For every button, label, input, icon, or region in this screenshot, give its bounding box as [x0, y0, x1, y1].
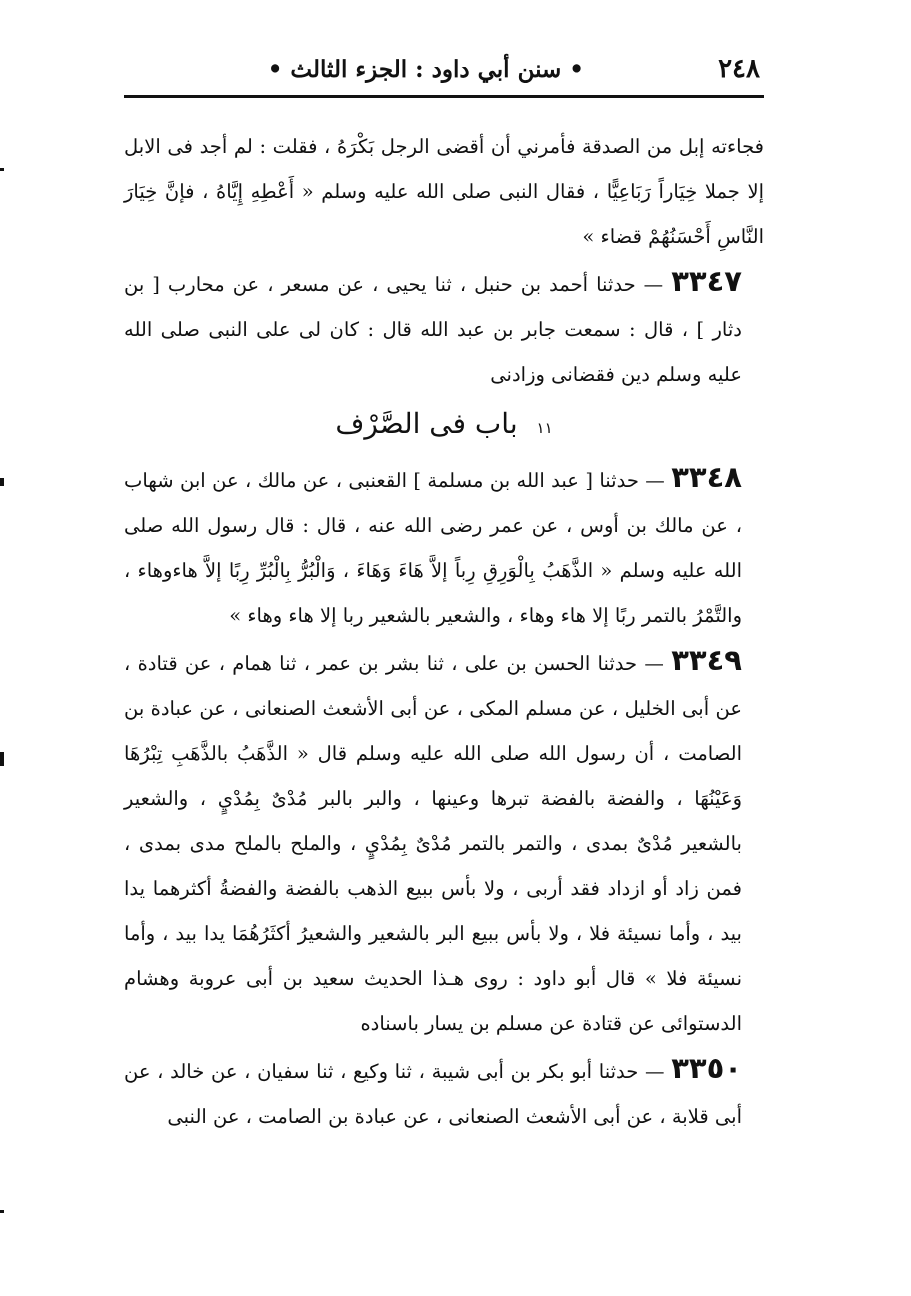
scan-edge-mark [0, 168, 4, 171]
hadith-3349 [124, 638, 764, 1046]
scan-edge-mark [0, 1210, 4, 1213]
hadith-3347 [124, 259, 764, 397]
hadith-text: — حدثنا أبو بكر بن أبى شيبة ، ثنا وكيع ، ثنا سفيان ، عن خالد ، عن أبى قلابة ، عن أبى الأشعث الصنعانى ، عن عبادة بن الصامت ، عن النبى [124, 1060, 742, 1128]
scan-edge-mark [0, 752, 4, 766]
hadith-number: ٣٣٥٠ [671, 1051, 742, 1085]
continuation-paragraph: فجاءته إبل من الصدقة فأمرني أن أقضى الرجل بَكْرَهُ ، فقلت : لم أجد فى الابل إلا جملا خِيَاراً رَبَاعِيًّا ، فقال النبى صلى الله عليه وسلم « أَعْطِهِ إِيَّاهُ ، فإنَّ خِيَارَ النَّاسِ أَحْسَنُهُمْ قضاء » [124, 135, 764, 248]
hadith-number: ٣٣٤٩ [671, 643, 742, 677]
scan-edge-mark [0, 478, 4, 486]
hadith-number: ٣٣٤٧ [671, 264, 742, 298]
running-header [124, 52, 764, 96]
page-body [124, 124, 764, 1139]
hadith-text: — حدثنا [ عبد الله بن مسلمة ] القعنبى ، عن مالك ، عن ابن شهاب ، عن مالك بن أوس ، عن عمر رضى الله عنه ، قال : قال رسول الله صلى الله عليه وسلم « الذَّهَبُ بِالْوَرِقِ رِباً إلاَّ هَاءَ وَهَاءَ ، وَالْبُرُّ بِالْبُرِّ رِبًا إلاَّ هاءوهاء ، والتَّمْرُ بالتمر ربًا إلا هاء وهاء ، والشعير بالشعير ربا إلا هاء وهاء » [124, 469, 742, 627]
header-rule [124, 95, 764, 98]
page-number: ٢٤٨ [718, 54, 760, 84]
hadith-text: — حدثنا أحمد بن حنبل ، ثنا يحيى ، عن مسعر ، عن محارب [ بن دثار ] ، قال : سمعت جابر بن عبد الله قال : كان لى على النبى صلى الله عليه وسلم دين فقضانى وزادنى [124, 273, 742, 386]
chapter-title: باب فى الصَّرْف [335, 407, 518, 440]
hadith-text: — حدثنا الحسن بن على ، ثنا بشر بن عمر ، ثنا همام ، عن قتادة ، عن أبى الخليل ، عن مسلم المكى ، عن أبى الأشعث الصنعانى ، عن عبادة بن الصامت ، أن رسول الله صلى الله عليه وسلم قال « الذَّهَبُ بالذَّهَبِ تِبْرُهَا وَعَيْنُهَا ، والفضة بالفضة تبرها وعينها ، والبر بالبر مُدْىٌ بِمُدْيٍ ، والشعير بالشعير مُدْىٌ بمدى ، والتمر بالتمر مُدْىٌ بِمُدْيٍ ، والملح بالملح مدى بمدى ، فمن زاد أو ازداد فقد أربى ، ولا بأس ببيع الذهب بالفضة والفضةُ أكثرهما يدا بيد ، وأما نسيئة فلا ، ولا بأس ببيع البر بالشعير والشعيرُ أكثَرُهُمَا يدا بيد ، وأما نسيئة فلا » قال أبو داود : روى هـذا الحديث سعيد بن أبى عروبة وهشام الدستوائى عن قتادة عن مسلم بن يسار باسناده [124, 652, 742, 1035]
hadith-3350 [124, 1046, 764, 1139]
chapter-number: ١١ [536, 419, 553, 437]
hadith-number: ٣٣٤٨ [671, 460, 742, 494]
running-title: • سنن أبي داود : الجزء الثالث • [267, 56, 584, 83]
hadith-3348 [124, 455, 764, 638]
chapter-heading [124, 397, 764, 455]
